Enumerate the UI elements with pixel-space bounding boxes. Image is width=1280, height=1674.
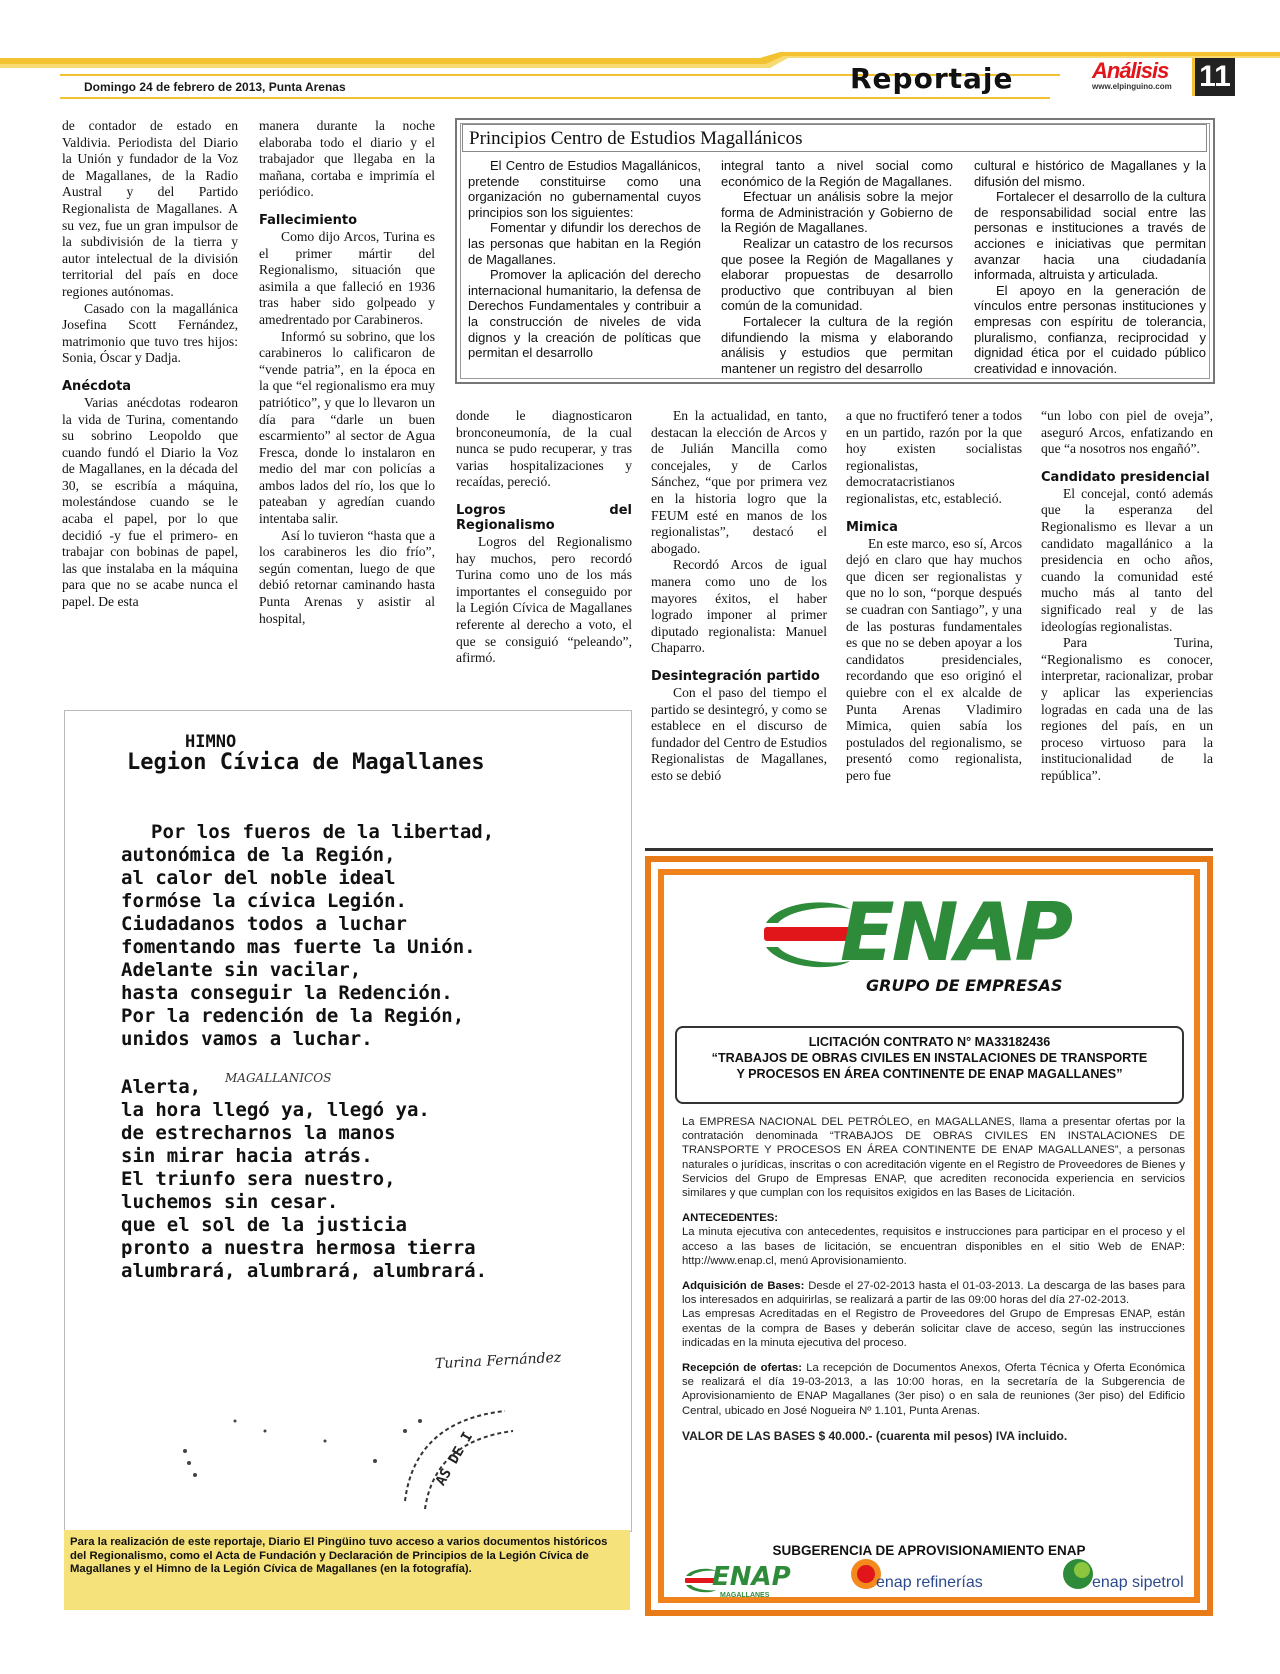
subgerencia-label: SUBGERENCIA DE APROVISIONAMIENTO ENAP: [772, 1543, 1086, 1558]
paragraph: a que no fructiferó tener a todos en un partido, razón por la que hoy existen socialistas regionalistas, democratacristianos regionalistas, etc, estableció.: [846, 408, 1022, 506]
hymn-verse-2: [121, 1076, 621, 1283]
hymn-line: Alerta,: [121, 1076, 202, 1098]
enap-small-logo-text: ENAP: [712, 1562, 791, 1592]
paragraph: Logros del Regionalismo hay muchos, pero recordó Turina como uno de los más importantes el conseguido por la Legión Cívica de Magallanes referente al derecho a voto, el que se consiguió “peleando”, afirmó.: [456, 533, 632, 666]
paragraph: Promover la aplicación del derecho internacional humanitario, la defensa de Derechos Fundamentales y contribuir a la construcción de niveles de vida dignos y la creación de políticas que permitan el desarrollo: [468, 267, 701, 361]
antecedentes-label: ANTECEDENTES:: [682, 1212, 779, 1225]
subheading-fallecimiento: Fallecimiento: [259, 212, 358, 228]
hymn-line: al calor del noble ideal: [121, 867, 396, 889]
hymn-line: autonómica de la Región,: [121, 844, 396, 866]
hymn-line: sin mirar hacia atrás.: [121, 1145, 373, 1167]
hymn-line: pronto a nuestra hermosa tierra: [121, 1237, 476, 1259]
hymn-line: Por los fueros de la libertad,: [151, 821, 495, 843]
paragraph: En este marco, eso sí, Arcos dejó en claro que hay muchos que dicen ser regionalistas y que no lo son, “porque después se cuadran con Santiago”, y una de las posturas fundamentales es que no se deben apoyar a los candidatos presidenciales, recordando que eso originó el quiebre con el ex alcalde de Punta Arenas Vladimiro Mimica, quien sabía los postulados del regionalismo, se presentó como regionalista, pero fue: [846, 535, 1022, 783]
hymn-line: formóse la cívica Legión.: [121, 890, 407, 912]
article-column-2: [259, 118, 435, 627]
paragraph: manera durante la noche elaboraba todo el diario y el trabajador que llegaba en la mañana, cortaba e imprimía el periódico.: [259, 118, 435, 200]
caption-rest: como el Acta de Fundación y Declaración de Principios de la Legión Cívica de Magallanes y el Himno de la Legión Cívica de Magallanes (en la fotografía).: [70, 1549, 589, 1576]
hymn-line: de estrecharnos la manos: [121, 1122, 396, 1144]
hymn-header: HIMNO: [185, 732, 237, 752]
header-band: [0, 52, 1280, 104]
paragraph: donde le diagnosticaron bronconeumonía, de la cual nunca se pudo recuperar, y tras varias hospitalizaciones y recaídas, pereció.: [456, 408, 632, 490]
subheading-mimica: Mimica: [846, 519, 898, 535]
page-number: 11: [1192, 58, 1235, 96]
adquisicion-text: Desde el 27-02-2013 hasta el 01-03-2013. La descarga de las bases para los interesados en adquirirlas, se realizará a partir de las 09:00 horas del día 27-02-2013.: [682, 1280, 1185, 1307]
article-column-6: [1041, 408, 1213, 784]
acreditadas-text: Las empresas Acreditadas en el Registro de Proveedores del Grupo de Empresas ENAP, están exentas de la compra de Bases y deberán solicitar clave de acceso, según las instrucciones indicadas en la minuta ejecutiva del proceso.: [682, 1308, 1185, 1349]
licitacion-title-box: [675, 1026, 1184, 1104]
brand-name: Análisis: [1092, 58, 1169, 83]
header-date: Domingo 24 de febrero de 2013, Punta Arenas: [84, 80, 346, 94]
paragraph: Informó su sobrino, que los carabineros lo calificaron de “vende patria”, en la época en la que “el regionalismo era muy patriótico”, y que lo llevaron un día para “darle un buen escarmiento” al sector de Agua Fresca, donde lo instalaron en medio del mar con policías a ambos lados del río, los que lo pateaban y agredían cuando intentaba salir.: [259, 328, 435, 527]
article-column-5: [846, 408, 1022, 784]
principles-column-3: [974, 158, 1206, 376]
hymn-line: Adelante sin vacilar,: [121, 959, 362, 981]
paragraph: Así lo tuvieron “hasta que a los carabineros les dio frío”, según comentan, luego de que debió retornar caminando hasta Punta Arenas y asistir al hospital,: [259, 527, 435, 626]
stamp-dots: [175, 1401, 435, 1501]
sipetrol-label: enap sipetrol: [1092, 1574, 1184, 1591]
paragraph: Para Turina, “Regionalismo es conocer, interpretar, racionalizar, probar y aplicar las experiencias logradas en cada una de las regiones del país, en un proceso virtuoso para la institucionalidad de la república”.: [1041, 635, 1213, 783]
hymn-line: que el sol de la justicia: [121, 1214, 407, 1236]
paragraph: Fomentar y difundir los derechos de las personas que habitan en la Región de Magallanes.: [468, 220, 701, 267]
paragraph: “un lobo con piel de oveja”, aseguró Arcos, enfatizando en que “a nosotros nos engañó”.: [1041, 408, 1213, 457]
recepcion-text: La recepción de Documentos Anexos, Oferta Técnica y Oferta Económica se realizará el día 19-03-2013, a las 10:00 horas, en la secretaría de la Subgerencia de Aprovisionamiento de ENAP Magallanes (3er piso) o en sala de reuniones (3er piso) del Edificio Central, ubicado en José Nogueira Nº 1.101, Punta Arenas.: [682, 1362, 1185, 1417]
hymn-line: Por la redención de la Región,: [121, 1005, 465, 1027]
caption-bold: Para la realización de este reportaje, Diario El Pingüino tuvo acceso a varios documentos históricos del Regionalismo,: [70, 1536, 608, 1562]
hymn-line: unidos vamos a luchar.: [121, 1028, 373, 1050]
ad-body: [682, 1115, 1185, 1454]
licitacion-name-2: Y PROCESOS EN ÁREA CONTINENTE DE ENAP MAGALLANES”: [736, 1067, 1123, 1081]
licitacion-name-1: “TRABAJOS DE OBRAS CIVILES EN INSTALACIONES DE TRANSPORTE: [711, 1051, 1148, 1065]
principles-column-2: [721, 158, 953, 376]
section-title: Reportaje: [850, 62, 1014, 95]
refinerias-label: enap refinerías: [876, 1574, 983, 1591]
paragraph: Efectuar un análisis sobre la mejor forma de Administración y Gobierno de la Región de Magallanes.: [721, 189, 953, 236]
photo-caption: [64, 1530, 630, 1610]
adquisicion-label: Adquisición de Bases:: [682, 1280, 805, 1293]
subheading-candidato: Candidato presidencial: [1041, 469, 1210, 485]
hymn-line: Ciudadanos todos a luchar: [121, 913, 407, 935]
stamp-text: AS DE I: [432, 1429, 477, 1489]
paragraph: cultural e histórico de Magallanes y la difusión del mismo.: [974, 158, 1206, 189]
paragraph: Fortalecer la cultura de la región difundiendo la misma y elaborando análisis y estudios que permitan mantener un registro del desarrollo: [721, 313, 953, 376]
paragraph: Varias anécdotas rodearon la vida de Turina, comentando su sobrino Leopoldo que cuando fundó el Diario la Voz de Magallanes, en la década del 30, se escribía a máquina, molestándose cuando se le acaba el papel, por lo que decidió -y fue el primero- en trabajar con bobinas de papel, las que instalaba en la máquina para que no se acabe nunca el papel. De esta: [62, 394, 238, 610]
valor-bases: VALOR DE LAS BASES $ 40.000.- (cuarenta mil pesos) IVA incluido.: [682, 1428, 1068, 1443]
article-column-3: [456, 408, 632, 667]
hymn-line: la hora llegó ya, llegó ya.: [121, 1099, 430, 1121]
hymn-line: fomentando mas fuerte la Unión.: [121, 936, 476, 958]
ad-top-rule: [645, 848, 1213, 851]
hymn-line: alumbrará, alumbrará, alumbrará.: [121, 1260, 488, 1282]
paragraph: de contador de estado en Valdivia. Periodista del Diario la Unión y fundador de la Voz de Magallanes, de la Radio Austral y del Partido Regionalista de Magallanes. A su vez, fue un gran impulsor de la subdivisión de la tierra y autor intelectual de la división territorial del país en doce regiones autónomas.: [62, 118, 238, 299]
enap-group-label: GRUPO DE EMPRESAS: [866, 976, 1063, 995]
paragraph: El apoyo en la generación de vínculos entre personas instituciones y empresas con espíritu de tolerancia, pluralismo, confianza, reciprocidad y dignidad ética por el cuidado público creatividad e innovación.: [974, 282, 1206, 376]
paragraph: En la actualidad, en tanto, destacan la elección de Arcos y de Julián Mancilla como concejales, y de Carlos Sánchez, “que por primera vez en la historia logro que la FEUM esté en manos de los regionalistas”, destacó el abogado.: [651, 408, 827, 556]
subheading-anecdota: Anécdota: [62, 378, 132, 394]
hymn-line: El triunfo sera nuestro,: [121, 1168, 396, 1190]
paragraph: Como dijo Arcos, Turina es el primer mártir del Regionalismo, situación que asimila a que falleció en 1936 tras haber sido golpeado y amedrentado por Carabineros.: [259, 228, 435, 327]
paragraph: Fortalecer el desarrollo de la cultura de responsabilidad social entre las personas e instituciones a través de acciones e iniciativas que permitan avanzar hacia una ciudadanía informada, altruista y articulada.: [974, 189, 1206, 283]
paragraph: Casado con la magallánica Josefina Scott Fernández, matrimonio que tuvo tres hijos: Sonia, Óscar y Dadja.: [62, 300, 238, 366]
brand-url: www.elpinguino.com: [1092, 82, 1172, 91]
signature: Turina Fernández: [434, 1349, 562, 1373]
subheading-desintegracion: Desintegración partido: [651, 668, 820, 684]
enap-logo-text: ENAP: [840, 886, 1071, 979]
licitacion-number: LICITACIÓN CONTRATO N° MA33182436: [808, 1035, 1051, 1049]
subheading-logros: Logros del Regionalismo: [456, 502, 632, 533]
recepcion-label: Recepción de ofertas:: [682, 1362, 803, 1375]
principles-title: Principios Centro de Estudios Magallánicos: [462, 124, 1207, 152]
hymn-line: luchemos sin cesar.: [121, 1191, 339, 1213]
article-column-1: [62, 118, 238, 611]
hymn-verse-1: [121, 821, 621, 1051]
hymn-document-photo: [64, 710, 632, 1532]
paragraph: Con el paso del tiempo el partido se desintegró, y como se establece en el discurso de fundador del Centro de Estudios Regionalistas de Magallanes, esto se debió: [651, 684, 827, 783]
principles-column-1: [468, 158, 701, 361]
enap-small-logo-sub: MAGALLANES: [720, 1592, 770, 1599]
hymn-line: hasta conseguir la Redención.: [121, 982, 453, 1004]
paragraph: El concejal, contó además que la esperanza del Regionalismo es llevar a un candidato magallánico a la presidencia en ocho años, cuando la comunidad esté mucho más al tanto del significado real y de las ideologías regionalistas.: [1041, 485, 1213, 634]
paragraph: integral tanto a nivel social como económico de la Región de Magallanes.: [721, 158, 953, 189]
handwritten-note: MAGALLANICOS: [225, 1071, 332, 1085]
antecedentes-text: La minuta ejecutiva con antecedentes, requisitos e instrucciones para participar en el proceso y el acceso a las bases de licitación, se encuentran disponibles en el sitio Web de ENAP: http://www.enap.cl, menú Aprovisionamiento.: [682, 1226, 1185, 1267]
paragraph: Recordó Arcos de igual manera como uno de los mayores éxitos, el haber logrado imponer al primer diputado regionalista: Manuel Chaparro.: [651, 557, 827, 656]
paragraph: Realizar un catastro de los recursos que posee la Región de Magallanes y elaborar propuestas de desarrollo productivo que contribuyan al bien común de la comunidad.: [721, 235, 953, 314]
article-column-4: [651, 408, 827, 784]
analisis-logo: [1092, 58, 1188, 98]
ad-intro: La EMPRESA NACIONAL DEL PETRÓLEO, en MAGALLANES, llama a presentar ofertas por la contratación denominada “TRABAJOS DE OBRAS CIVILES EN INSTALACIONES DE TRANSPORTE Y PROCESOS EN ÁREA CONTINENTE DE ENAP MAGALLANES”, a personas naturales o jurídicas, inscritas o con acreditación vigente en el Registro de Proveedores de Bienes y Servicios del Grupo de Empresas ENAP, que acrediten reconocida experiencia en servicios similares y que cumplan con los requisitos exigidos en las Bases de Licitación.: [682, 1116, 1185, 1200]
paragraph: El Centro de Estudios Magallánicos, pretende constituirse como una organización no gubernamental cuyos principios son los siguientes:: [468, 158, 701, 220]
hymn-heading: Legion Cívica de Magallanes: [127, 750, 485, 775]
